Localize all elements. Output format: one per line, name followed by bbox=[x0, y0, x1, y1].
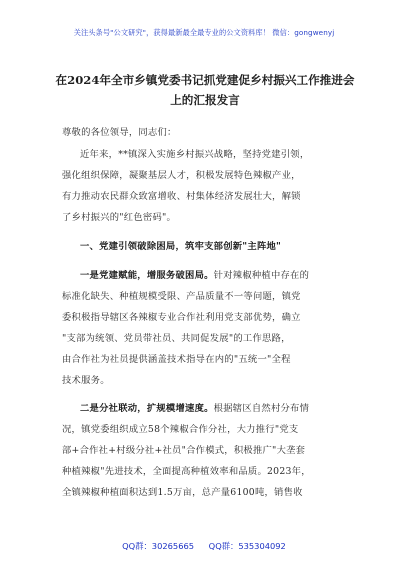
subsection2-line: 种植辣椒"先进技术，全面提高种植效率和品质。2023年， bbox=[62, 466, 311, 477]
subsection1-line: 由合作社为社员提供涵盖技术指导在内的"五统一"全程 bbox=[62, 354, 291, 365]
doc-title-line1: 在2024年全市乡镇党委书记抓党建促乡村振兴工作推进会 bbox=[55, 73, 355, 87]
subsection1-line: 委积极指导辖区各辣椒专业合作社利用党支部优势，确立 bbox=[62, 312, 301, 323]
footer-qq-group-1: QQ群：30265665 bbox=[122, 541, 195, 551]
para1-line: 有力推动农民群众致富增收、村集体经济发展壮大，解锁 bbox=[62, 191, 301, 202]
subsection2-lead: 二是分社联动，扩规模增速度。 bbox=[80, 403, 214, 414]
subsection2-first-line bbox=[80, 400, 309, 414]
subsection2-line: 况，镇党委组织成立58个辣椒合作分社，大力推行"党支 bbox=[62, 424, 299, 435]
para1-line: 强化组织保障，凝聚基层人才，积极发展特色辣椒产业， bbox=[62, 170, 301, 181]
section-heading-1: 一、党建引领破除困局，筑牢支部创新"主阵地" bbox=[80, 241, 282, 252]
subsection1-text: 针对辣椒种植中存在的 bbox=[213, 270, 310, 281]
header-banner: 关注头条号"公文研究"，获得最新最全最专业的公文资料库！ 微信：gongwenyj bbox=[73, 28, 335, 37]
subsection2-line: 部+合作社+村级分社+社员"合作模式，积极推广"大垄套 bbox=[62, 445, 306, 456]
subsection1-lead: 一是党建赋能，增服务破困局。 bbox=[80, 270, 214, 281]
subsection1-line: "支部为统领、党员带社员、共同促发展"的工作思路， bbox=[62, 333, 291, 344]
greeting: 尊敬的各位领导，同志们： bbox=[62, 127, 177, 138]
doc-title-line2: 上的汇报发言 bbox=[170, 93, 240, 107]
para1-line: 了乡村振兴的"红色密码"。 bbox=[62, 212, 177, 223]
subsection2-line: 全镇辣椒种植面积达到1.5万亩，总产量6100吨，销售收 bbox=[62, 487, 303, 498]
footer-contacts bbox=[0, 540, 408, 552]
footer-qq-group-2: QQ群：535304092 bbox=[208, 541, 286, 551]
subsection2-text: 根据辖区自然村分布情 bbox=[213, 403, 310, 414]
subsection1-line: 技术服务。 bbox=[62, 375, 110, 386]
subsection1-first-line bbox=[80, 267, 309, 281]
subsection1-line: 标准化缺失、种植规模受限、产品质量不一等问题，镇党 bbox=[62, 291, 301, 302]
para1-line: 近年来，**镇深入实施乡村振兴战略，坚持党建引领， bbox=[80, 149, 310, 160]
